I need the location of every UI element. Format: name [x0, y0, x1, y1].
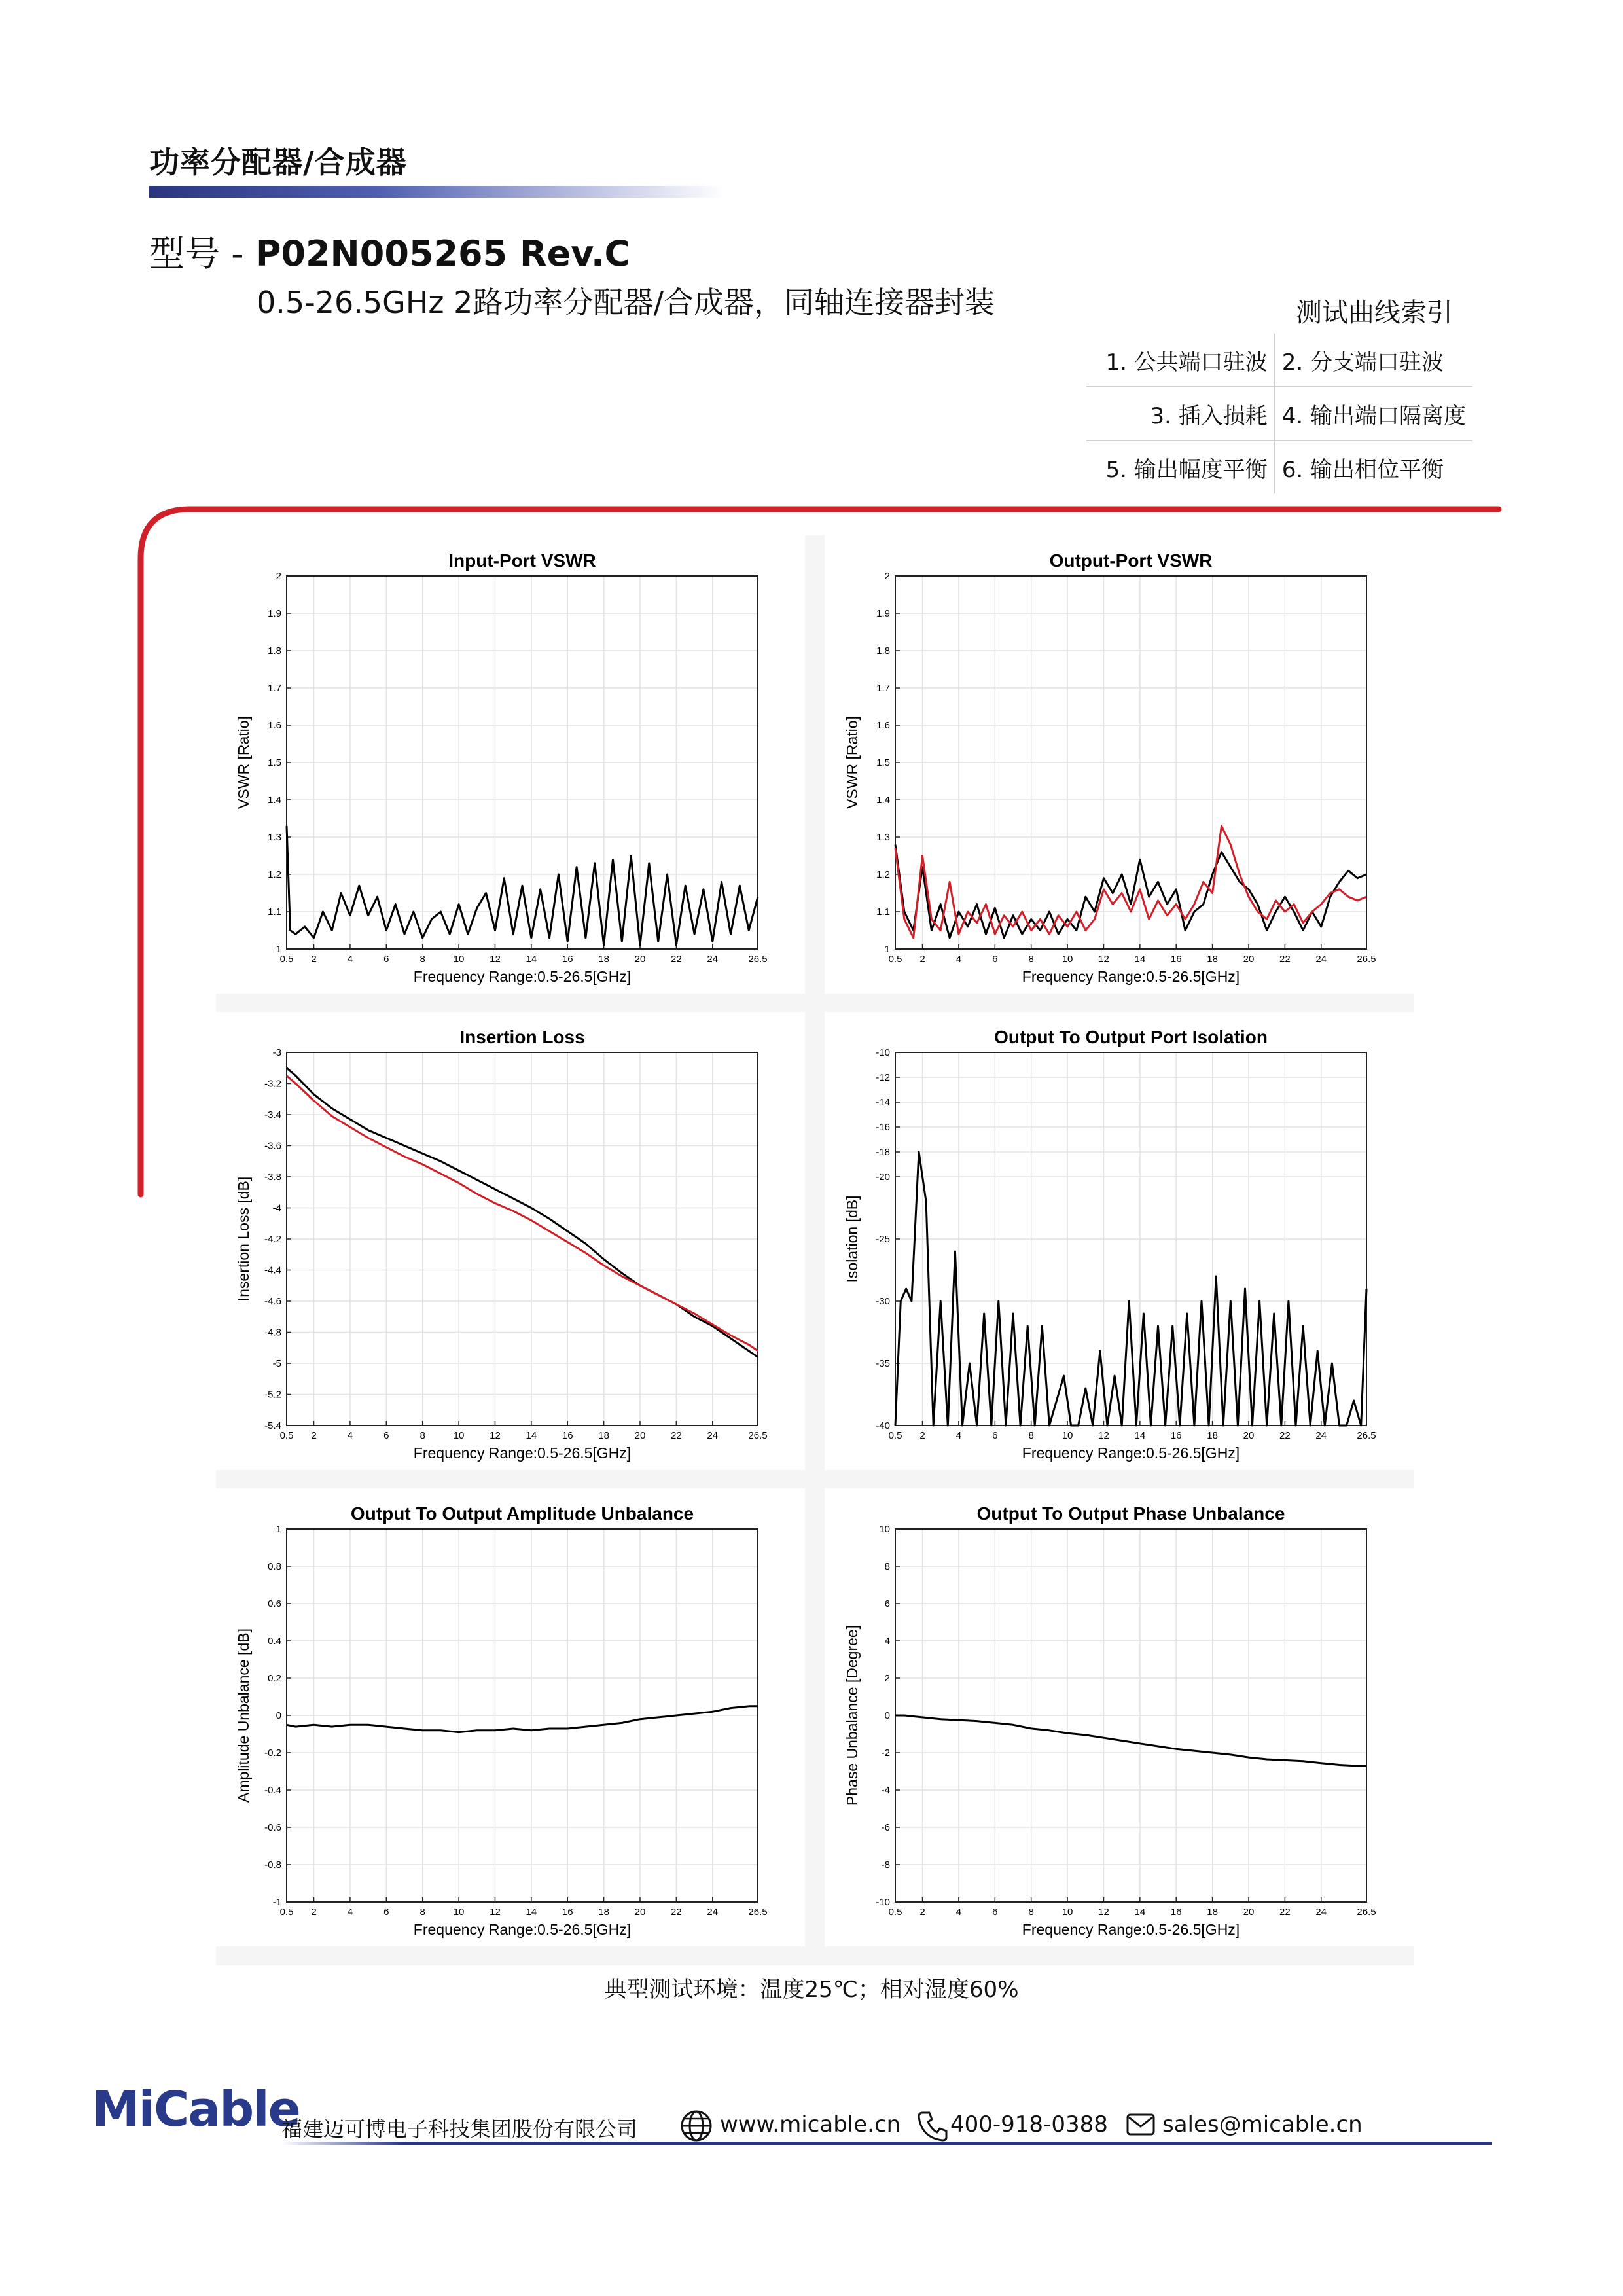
index-item[interactable]: 2. 分支端口驻波: [1275, 334, 1472, 387]
x-tick-label: 22: [1279, 1907, 1291, 1918]
y-tick-label: -3.8: [264, 1172, 281, 1183]
model-prefix: 型号 -: [149, 233, 255, 274]
y-tick-label: 1.4: [268, 795, 281, 806]
x-tick-label: 12: [490, 1907, 501, 1918]
x-tick-label: 24: [1315, 954, 1327, 965]
chart-title: Output To Output Phase Unbalance: [976, 1503, 1285, 1524]
y-tick-label: -10: [876, 1047, 890, 1058]
mail-icon: [1126, 2111, 1156, 2138]
x-tick-label: 12: [490, 954, 501, 965]
x-tick-label: 10: [453, 954, 465, 965]
x-tick-label: 18: [598, 1907, 609, 1918]
x-tick-label: 4: [347, 1907, 353, 1918]
x-tick-label: 14: [1134, 1907, 1146, 1918]
index-item[interactable]: 1. 公共端口驻波: [1086, 334, 1275, 387]
series-line: [287, 826, 758, 945]
y-tick-label: -4: [272, 1202, 281, 1214]
x-tick-label: 2: [311, 1907, 317, 1918]
x-tick-label: 6: [383, 1430, 389, 1441]
y-tick-label: 1: [276, 1524, 281, 1535]
insertion-loss-chart: [216, 1012, 805, 1470]
y-tick-label: -4.6: [264, 1296, 281, 1307]
x-tick-label: 10: [1061, 1907, 1073, 1918]
y-tick-label: -0.2: [264, 1748, 281, 1759]
x-tick-label: 14: [526, 1907, 537, 1918]
x-tick-label: 18: [1207, 1907, 1218, 1918]
series-line: [895, 826, 1366, 938]
y-tick-label: 2: [884, 1673, 890, 1684]
x-tick-label: 14: [1134, 1430, 1146, 1441]
x-tick-label: 2: [311, 1430, 317, 1441]
y-tick-label: -4: [881, 1785, 890, 1796]
x-tick-label: 2: [919, 1430, 925, 1441]
y-tick-label: 1.7: [876, 683, 890, 694]
x-tick-label: 16: [562, 954, 573, 965]
x-axis-label: Frequency Range:0.5-26.5[GHz]: [1022, 1921, 1240, 1938]
x-tick-label: 16: [1170, 1430, 1182, 1441]
amplitude-unbalance-chart: [216, 1488, 805, 1946]
x-tick-label: 0.5: [888, 1907, 902, 1918]
email-link[interactable]: sales@micable.cn: [1162, 2111, 1363, 2138]
x-tick-label: 6: [383, 1907, 389, 1918]
x-tick-label: 20: [634, 1907, 646, 1918]
y-tick-label: 1.7: [268, 683, 281, 694]
y-tick-label: 1.2: [268, 869, 281, 880]
y-tick-label: 10: [879, 1524, 890, 1535]
y-tick-label: -20: [876, 1172, 890, 1183]
y-tick-label: 2: [884, 571, 890, 582]
x-tick-label: 4: [955, 954, 962, 965]
y-tick-label: 0.6: [268, 1598, 281, 1609]
x-tick-label: 24: [1315, 1430, 1327, 1441]
x-tick-label: 12: [1098, 1430, 1109, 1441]
x-tick-label: 4: [347, 1430, 353, 1441]
x-tick-label: 12: [1098, 1907, 1109, 1918]
x-tick-label: 18: [1207, 954, 1218, 965]
x-axis-label: Frequency Range:0.5-26.5[GHz]: [413, 968, 632, 985]
y-tick-label: -25: [876, 1234, 890, 1245]
y-tick-label: 1.2: [876, 869, 890, 880]
y-tick-label: -1: [272, 1897, 281, 1908]
x-tick-label: 14: [526, 954, 537, 965]
x-tick-label: 2: [919, 1907, 925, 1918]
y-tick-label: -6: [881, 1822, 890, 1833]
series-line: [895, 844, 1366, 938]
x-tick-label: 6: [383, 954, 389, 965]
y-tick-label: 1.9: [268, 608, 281, 619]
y-tick-label: -14: [876, 1097, 890, 1108]
y-tick-label: -5.2: [264, 1389, 281, 1401]
x-tick-label: 4: [955, 1907, 962, 1918]
footer-divider: [281, 2142, 1492, 2145]
y-tick-label: -4.4: [264, 1265, 281, 1276]
index-item[interactable]: 6. 输出相位平衡: [1281, 456, 1444, 483]
x-tick-label: 20: [634, 954, 646, 965]
y-tick-label: 1.3: [268, 832, 281, 843]
y-tick-label: 0.8: [268, 1561, 281, 1572]
chart-title: Input-Port VSWR: [448, 550, 596, 571]
y-tick-label: -4.8: [264, 1327, 281, 1338]
x-tick-label: 24: [707, 1907, 719, 1918]
y-tick-label: 1.5: [876, 757, 890, 768]
y-tick-label: -3: [272, 1047, 281, 1058]
x-tick-label: 18: [1207, 1430, 1218, 1441]
chart-title: Output To Output Port Isolation: [994, 1027, 1268, 1047]
x-tick-label: 0.5: [888, 954, 902, 965]
x-tick-label: 24: [1315, 1907, 1327, 1918]
model-number: P02N005265 Rev.C: [255, 233, 631, 274]
series-line: [895, 1152, 1366, 1426]
globe-icon: [679, 2109, 713, 2143]
x-tick-label: 18: [598, 1430, 609, 1441]
product-subtitle: 0.5-26.5GHz 2路功率分配器/合成器，同轴连接器封装: [257, 285, 995, 320]
y-tick-label: 0: [276, 1710, 281, 1721]
x-axis-label: Frequency Range:0.5-26.5[GHz]: [413, 1921, 632, 1938]
y-tick-label: -5: [272, 1358, 281, 1369]
series-line: [895, 1715, 1366, 1766]
y-tick-label: 1.4: [876, 795, 890, 806]
y-tick-label: -16: [876, 1122, 890, 1133]
x-tick-label: 24: [707, 1430, 719, 1441]
x-tick-label: 22: [671, 1907, 682, 1918]
index-item[interactable]: 3. 插入损耗: [1086, 387, 1275, 440]
series-line: [287, 1706, 758, 1732]
x-tick-label: 8: [419, 1907, 425, 1918]
x-tick-label: 10: [1061, 1430, 1073, 1441]
x-tick-label: 8: [1028, 1907, 1034, 1918]
x-tick-label: 12: [490, 1430, 501, 1441]
y-tick-label: -35: [876, 1358, 890, 1369]
company-name: 福建迈可博电子科技集团股份有限公司: [281, 2117, 638, 2142]
x-tick-label: 8: [419, 1430, 425, 1441]
phone-icon: [916, 2109, 949, 2142]
y-tick-label: 4: [884, 1636, 890, 1647]
x-tick-label: 22: [671, 1430, 682, 1441]
y-tick-label: -0.6: [264, 1822, 281, 1833]
x-tick-label: 16: [562, 1430, 573, 1441]
chart-title: Output-Port VSWR: [1049, 550, 1213, 571]
x-tick-label: 20: [1243, 954, 1255, 965]
y-tick-label: -5.4: [264, 1420, 281, 1431]
y-tick-label: 0: [884, 1710, 890, 1721]
isolation-chart: [825, 1012, 1414, 1470]
y-tick-label: 1.1: [876, 906, 890, 918]
x-tick-label: 20: [1243, 1907, 1255, 1918]
x-tick-label: 4: [955, 1430, 962, 1441]
y-axis-label: Insertion Loss [dB]: [235, 1176, 252, 1302]
x-tick-label: 12: [1098, 954, 1109, 965]
x-axis-label: Frequency Range:0.5-26.5[GHz]: [1022, 968, 1240, 985]
y-tick-label: 0.2: [268, 1673, 281, 1684]
x-tick-label: 26.5: [1357, 1430, 1376, 1441]
x-tick-label: 6: [992, 1430, 998, 1441]
y-tick-label: -18: [876, 1147, 890, 1158]
y-tick-label: 8: [884, 1561, 890, 1572]
x-tick-label: 22: [1279, 1430, 1291, 1441]
y-tick-label: -0.8: [264, 1859, 281, 1871]
y-tick-label: -10: [876, 1897, 890, 1908]
x-tick-label: 4: [347, 954, 353, 965]
x-axis-label: Frequency Range:0.5-26.5[GHz]: [1022, 1444, 1240, 1462]
x-tick-label: 16: [562, 1907, 573, 1918]
index-item[interactable]: 4. 输出端口隔离度: [1275, 387, 1472, 440]
index-title: 测试曲线索引: [1296, 298, 1453, 328]
x-tick-label: 24: [707, 954, 719, 965]
x-tick-label: 10: [453, 1430, 465, 1441]
category-title: 功率分配器/合成器: [149, 145, 407, 180]
series-line: [287, 1076, 758, 1351]
test-environment-note: 典型测试环境：温度25℃；相对湿度60%: [604, 1977, 1019, 2003]
x-tick-label: 0.5: [279, 1430, 294, 1441]
series-line: [287, 1068, 758, 1357]
brand-logo: MiCable: [92, 2081, 300, 2138]
x-tick-label: 8: [419, 954, 425, 965]
x-tick-label: 8: [1028, 954, 1034, 965]
x-tick-label: 10: [1061, 954, 1073, 965]
x-tick-label: 16: [1170, 954, 1182, 965]
x-tick-label: 20: [634, 1430, 646, 1441]
y-axis-label: Phase Unbalance [Degree]: [844, 1624, 861, 1806]
phone-number[interactable]: 400-918-0388: [950, 2111, 1108, 2138]
x-tick-label: 2: [311, 954, 317, 965]
x-tick-label: 6: [992, 954, 998, 965]
y-tick-label: 1: [276, 944, 281, 955]
chart-title: Output To Output Amplitude Unbalance: [350, 1503, 694, 1524]
x-tick-label: 18: [598, 954, 609, 965]
y-tick-label: 1: [884, 944, 890, 955]
y-tick-label: 1.3: [876, 832, 890, 843]
input-port-vswr-chart: [216, 535, 805, 994]
x-tick-label: 16: [1170, 1907, 1182, 1918]
y-axis-label: VSWR [Ratio]: [844, 716, 861, 809]
x-tick-label: 8: [1028, 1430, 1034, 1441]
x-tick-label: 0.5: [888, 1430, 902, 1441]
y-tick-label: -12: [876, 1072, 890, 1083]
x-tick-label: 26.5: [748, 1430, 768, 1441]
x-axis-label: Frequency Range:0.5-26.5[GHz]: [413, 1444, 632, 1462]
x-tick-label: 26.5: [1357, 954, 1376, 965]
y-tick-label: -3.2: [264, 1078, 281, 1090]
y-tick-label: -2: [881, 1748, 890, 1759]
y-tick-label: -3.4: [264, 1109, 281, 1121]
x-tick-label: 0.5: [279, 1907, 294, 1918]
y-tick-label: 0.4: [268, 1636, 281, 1647]
y-tick-label: -40: [876, 1420, 890, 1431]
x-tick-label: 0.5: [279, 954, 294, 965]
y-tick-label: 1.9: [876, 608, 890, 619]
y-tick-label: -8: [881, 1859, 890, 1871]
chart-area: [216, 535, 1414, 1965]
y-tick-label: -4.2: [264, 1234, 281, 1245]
x-tick-label: 22: [1279, 954, 1291, 965]
x-tick-label: 26.5: [748, 1907, 768, 1918]
y-tick-label: 6: [884, 1598, 890, 1609]
y-tick-label: 1.5: [268, 757, 281, 768]
y-axis-label: VSWR [Ratio]: [235, 716, 252, 809]
y-tick-label: 1.6: [268, 720, 281, 731]
x-tick-label: 26.5: [1357, 1907, 1376, 1918]
y-tick-label: 1.8: [876, 645, 890, 656]
index-item[interactable]: 5. 输出幅度平衡: [1086, 440, 1275, 493]
x-tick-label: 22: [671, 954, 682, 965]
output-port-vswr-chart: [825, 535, 1414, 994]
x-tick-label: 14: [1134, 954, 1146, 965]
y-tick-label: 1.6: [876, 720, 890, 731]
y-tick-label: -30: [876, 1296, 890, 1307]
x-tick-label: 26.5: [748, 954, 768, 965]
website-link[interactable]: www.micable.cn: [720, 2111, 901, 2138]
chart-title: Insertion Loss: [459, 1027, 585, 1047]
x-tick-label: 20: [1243, 1430, 1255, 1441]
phase-unbalance-chart: [825, 1488, 1414, 1946]
y-tick-label: 1.8: [268, 645, 281, 656]
y-tick-label: 2: [276, 571, 281, 582]
x-tick-label: 2: [919, 954, 925, 965]
x-tick-label: 10: [453, 1907, 465, 1918]
x-tick-label: 14: [526, 1430, 537, 1441]
y-tick-label: -0.4: [264, 1785, 281, 1796]
y-tick-label: -3.6: [264, 1140, 281, 1152]
y-axis-label: Amplitude Unbalance [dB]: [235, 1628, 252, 1803]
y-axis-label: Isolation [dB]: [844, 1195, 861, 1283]
y-tick-label: 1.1: [268, 906, 281, 918]
x-tick-label: 6: [992, 1907, 998, 1918]
